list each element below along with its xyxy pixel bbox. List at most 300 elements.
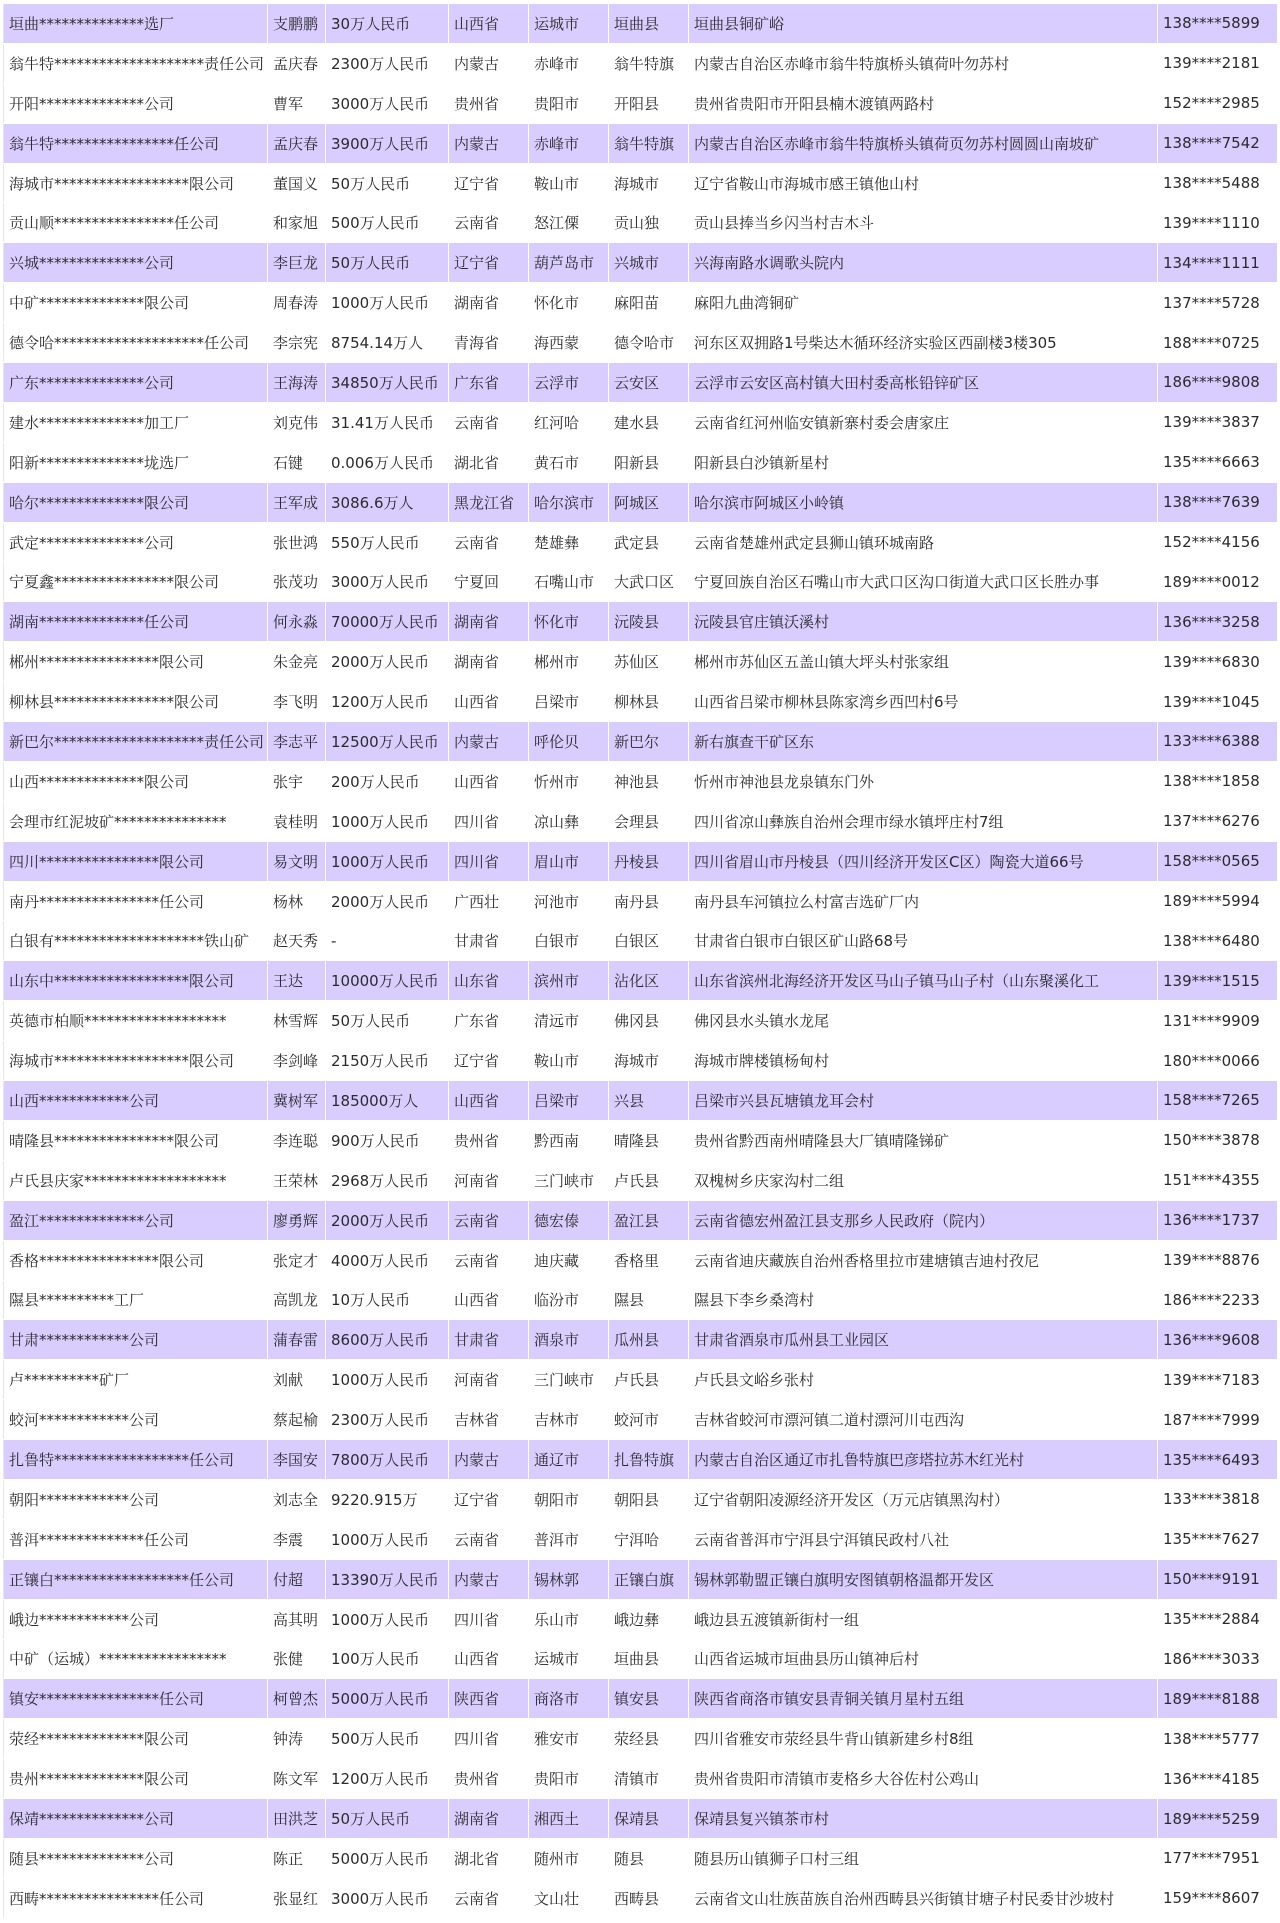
company-name-cell: 兴城**************公司 (4, 243, 268, 283)
county-cell: 麻阳苗 (609, 283, 689, 323)
address-cell: 内蒙古自治区赤峰市翁牛特旗桥头镇荷页勿苏村圆圆山南坡矿 (689, 123, 1158, 163)
registered-capital-cell: 1200万人民币 (326, 1759, 449, 1799)
table-row (4, 1799, 1278, 1839)
province-cell: 湖北省 (449, 442, 529, 482)
phone-cell: 139****7183 (1158, 1360, 1278, 1400)
address-cell: 四川省眉山市丹棱县（四川经济开发区C区）陶瓷大道66号 (689, 841, 1158, 881)
province-cell: 内蒙古 (449, 722, 529, 762)
legal-rep-cell: 柯曾杰 (268, 1679, 326, 1719)
province-cell: 湖南省 (449, 602, 529, 642)
phone-cell: 186****2233 (1158, 1280, 1278, 1320)
county-cell: 垣曲县 (609, 4, 689, 44)
address-cell: 海城市牌楼镇杨甸村 (689, 1041, 1158, 1081)
city-cell: 郴州市 (529, 642, 609, 682)
address-cell: 南丹县车河镇拉么村富吉选矿厂内 (689, 881, 1158, 921)
county-cell: 沾化区 (609, 961, 689, 1001)
table-row (4, 243, 1278, 283)
city-cell: 黄石市 (529, 442, 609, 482)
legal-rep-cell: 李震 (268, 1519, 326, 1559)
table-row (4, 283, 1278, 323)
phone-cell: 189****0012 (1158, 562, 1278, 602)
registered-capital-cell: 185000万人 (326, 1081, 449, 1121)
legal-rep-cell: 李宗宪 (268, 323, 326, 363)
phone-cell: 136****9608 (1158, 1320, 1278, 1360)
phone-cell: 133****6388 (1158, 722, 1278, 762)
province-cell: 云南省 (449, 402, 529, 442)
county-cell: 武定县 (609, 522, 689, 562)
address-cell: 云南省德宏州盈江县支那乡人民政府（院内） (689, 1200, 1158, 1240)
county-cell: 随县 (609, 1838, 689, 1878)
county-cell: 隰县 (609, 1280, 689, 1320)
city-cell: 海西蒙 (529, 323, 609, 363)
legal-rep-cell: 李巨龙 (268, 243, 326, 283)
phone-cell: 189****5994 (1158, 881, 1278, 921)
province-cell: 湖南省 (449, 283, 529, 323)
phone-cell: 152****2985 (1158, 83, 1278, 123)
city-cell: 忻州市 (529, 761, 609, 801)
table-row (4, 1360, 1278, 1400)
registered-capital-cell: 13390万人民币 (326, 1559, 449, 1599)
county-cell: 垣曲县 (609, 1639, 689, 1679)
address-cell: 郴州市苏仙区五盖山镇大坪头村张家组 (689, 642, 1158, 682)
legal-rep-cell: 孟庆春 (268, 43, 326, 83)
registered-capital-cell: 2000万人民币 (326, 881, 449, 921)
county-cell: 开阳县 (609, 83, 689, 123)
province-cell: 四川省 (449, 1719, 529, 1759)
address-cell: 四川省凉山彝族自治州会理市绿水镇坪庄村7组 (689, 801, 1158, 841)
province-cell: 辽宁省 (449, 163, 529, 203)
company-name-cell: 湖南**************任公司 (4, 602, 268, 642)
legal-rep-cell: 陈文军 (268, 1759, 326, 1799)
address-cell: 峨边县五渡镇新街村一组 (689, 1599, 1158, 1639)
province-cell: 黑龙江省 (449, 482, 529, 522)
registered-capital-cell: 3086.6万人 (326, 482, 449, 522)
table-row (4, 1719, 1278, 1759)
address-cell: 云浮市云安区高村镇大田村委高枨铅锌矿区 (689, 363, 1158, 403)
county-cell: 白银区 (609, 921, 689, 961)
phone-cell: 189****5259 (1158, 1799, 1278, 1839)
county-cell: 神池县 (609, 761, 689, 801)
county-cell: 朝阳县 (609, 1479, 689, 1519)
phone-cell: 151****4355 (1158, 1160, 1278, 1200)
table-row (4, 1041, 1278, 1081)
company-name-cell: 山东中******************限公司 (4, 961, 268, 1001)
company-name-cell: 隰县**********工厂 (4, 1280, 268, 1320)
county-cell: 保靖县 (609, 1799, 689, 1839)
table-row (4, 881, 1278, 921)
city-cell: 随州市 (529, 1838, 609, 1878)
county-cell: 兴县 (609, 1081, 689, 1121)
registered-capital-cell: 1000万人民币 (326, 283, 449, 323)
address-cell: 贡山县捧当乡闪当村吉木斗 (689, 203, 1158, 243)
city-cell: 贵阳市 (529, 1759, 609, 1799)
company-table (3, 3, 1278, 1919)
table-row (4, 323, 1278, 363)
registered-capital-cell: 5000万人民币 (326, 1679, 449, 1719)
table-row (4, 961, 1278, 1001)
province-cell: 内蒙古 (449, 1559, 529, 1599)
phone-cell: 189****8188 (1158, 1679, 1278, 1719)
county-cell: 卢氏县 (609, 1160, 689, 1200)
phone-cell: 152****4156 (1158, 522, 1278, 562)
table-row (4, 1599, 1278, 1639)
address-cell: 新右旗查干矿区东 (689, 722, 1158, 762)
city-cell: 鞍山市 (529, 163, 609, 203)
phone-cell: 138****5488 (1158, 163, 1278, 203)
city-cell: 怀化市 (529, 283, 609, 323)
table-row (4, 1440, 1278, 1480)
city-cell: 凉山彝 (529, 801, 609, 841)
company-name-cell: 建水**************加工厂 (4, 402, 268, 442)
county-cell: 瓜州县 (609, 1320, 689, 1360)
province-cell: 四川省 (449, 801, 529, 841)
city-cell: 商洛市 (529, 1679, 609, 1719)
table-row (4, 1320, 1278, 1360)
city-cell: 临汾市 (529, 1280, 609, 1320)
city-cell: 迪庆藏 (529, 1240, 609, 1280)
phone-cell: 135****2884 (1158, 1599, 1278, 1639)
city-cell: 怀化市 (529, 602, 609, 642)
table-row (4, 363, 1278, 403)
address-cell: 忻州市神池县龙泉镇东门外 (689, 761, 1158, 801)
city-cell: 赤峰市 (529, 43, 609, 83)
city-cell: 贵阳市 (529, 83, 609, 123)
registered-capital-cell: 1000万人民币 (326, 841, 449, 881)
province-cell: 湖南省 (449, 1799, 529, 1839)
registered-capital-cell: 100万人民币 (326, 1639, 449, 1679)
city-cell: 锡林郭 (529, 1559, 609, 1599)
registered-capital-cell: 31.41万人民币 (326, 402, 449, 442)
legal-rep-cell: 支鹏鹏 (268, 4, 326, 44)
phone-cell: 188****0725 (1158, 323, 1278, 363)
phone-cell: 138****5777 (1158, 1719, 1278, 1759)
city-cell: 云浮市 (529, 363, 609, 403)
company-name-cell: 正镶白******************任公司 (4, 1559, 268, 1599)
address-cell: 阳新县白沙镇新星村 (689, 442, 1158, 482)
address-cell: 吉林省蛟河市漂河镇二道村漂河川屯西沟 (689, 1400, 1158, 1440)
county-cell: 荥经县 (609, 1719, 689, 1759)
company-name-cell: 普洱**************任公司 (4, 1519, 268, 1559)
county-cell: 海城市 (609, 1041, 689, 1081)
city-cell: 葫芦岛市 (529, 243, 609, 283)
city-cell: 运城市 (529, 1639, 609, 1679)
address-cell: 内蒙古自治区赤峰市翁牛特旗桥头镇荷叶勿苏村 (689, 43, 1158, 83)
province-cell: 云南省 (449, 1519, 529, 1559)
county-cell: 宁洱哈 (609, 1519, 689, 1559)
company-name-cell: 郴州****************限公司 (4, 642, 268, 682)
address-cell: 云南省红河州临安镇新寨村委会唐家庄 (689, 402, 1158, 442)
province-cell: 内蒙古 (449, 123, 529, 163)
address-cell: 山东省滨州北海经济开发区马山子镇马山子村（山东聚溪化工 (689, 961, 1158, 1001)
province-cell: 广东省 (449, 363, 529, 403)
legal-rep-cell: 刘献 (268, 1360, 326, 1400)
province-cell: 云南省 (449, 1200, 529, 1240)
table-row (4, 83, 1278, 123)
table-row (4, 1400, 1278, 1440)
address-cell: 四川省雅安市荥经县牛背山镇新建乡村8组 (689, 1719, 1158, 1759)
registered-capital-cell: 70000万人民币 (326, 602, 449, 642)
registered-capital-cell: 34850万人民币 (326, 363, 449, 403)
legal-rep-cell: 董国义 (268, 163, 326, 203)
province-cell: 山东省 (449, 961, 529, 1001)
registered-capital-cell: 5000万人民币 (326, 1838, 449, 1878)
legal-rep-cell: 陈正 (268, 1838, 326, 1878)
registered-capital-cell: 2000万人民币 (326, 1200, 449, 1240)
province-cell: 贵州省 (449, 1120, 529, 1160)
registered-capital-cell: 30万人民币 (326, 4, 449, 44)
registered-capital-cell: 1000万人民币 (326, 1519, 449, 1559)
address-cell: 贵州省贵阳市清镇市麦格乡大谷佐村公鸡山 (689, 1759, 1158, 1799)
phone-cell: 186****3033 (1158, 1639, 1278, 1679)
address-cell: 云南省楚雄州武定县狮山镇环城南路 (689, 522, 1158, 562)
county-cell: 阳新县 (609, 442, 689, 482)
phone-cell: 139****6830 (1158, 642, 1278, 682)
phone-cell: 186****9808 (1158, 363, 1278, 403)
province-cell: 云南省 (449, 1240, 529, 1280)
county-cell: 蛟河市 (609, 1400, 689, 1440)
phone-cell: 136****1737 (1158, 1200, 1278, 1240)
city-cell: 吕梁市 (529, 682, 609, 722)
company-name-cell: 贡山顺****************任公司 (4, 203, 268, 243)
city-cell: 呼伦贝 (529, 722, 609, 762)
table-row (4, 1200, 1278, 1240)
phone-cell: 139****1045 (1158, 682, 1278, 722)
city-cell: 普洱市 (529, 1519, 609, 1559)
province-cell: 湖南省 (449, 642, 529, 682)
province-cell: 宁夏回 (449, 562, 529, 602)
city-cell: 吉林市 (529, 1400, 609, 1440)
legal-rep-cell: 李飞明 (268, 682, 326, 722)
phone-cell: 137****5728 (1158, 283, 1278, 323)
address-cell: 佛冈县水头镇水龙尾 (689, 1001, 1158, 1041)
table-row (4, 1639, 1278, 1679)
registered-capital-cell: 50万人民币 (326, 1799, 449, 1839)
phone-cell: 139****2181 (1158, 43, 1278, 83)
phone-cell: 177****7951 (1158, 1838, 1278, 1878)
table-row (4, 522, 1278, 562)
table-row (4, 43, 1278, 83)
province-cell: 云南省 (449, 522, 529, 562)
province-cell: 云南省 (449, 1878, 529, 1918)
address-cell: 云南省文山壮族苗族自治州西畴县兴街镇甘塘子村民委甘沙坡村 (689, 1878, 1158, 1918)
address-cell: 宁夏回族自治区石嘴山市大武口区沟口街道大武口区长胜办事 (689, 562, 1158, 602)
table-row (4, 1759, 1278, 1799)
address-cell: 内蒙古自治区通辽市扎鲁特旗巴彦塔拉苏木红光村 (689, 1440, 1158, 1480)
province-cell: 辽宁省 (449, 1041, 529, 1081)
phone-cell: 136****3258 (1158, 602, 1278, 642)
legal-rep-cell: 张定才 (268, 1240, 326, 1280)
city-cell: 乐山市 (529, 1599, 609, 1639)
phone-cell: 150****9191 (1158, 1559, 1278, 1599)
table-row (4, 1081, 1278, 1121)
city-cell: 红河哈 (529, 402, 609, 442)
county-cell: 大武口区 (609, 562, 689, 602)
company-name-cell: 白银有********************铁山矿 (4, 921, 268, 961)
legal-rep-cell: 和家旭 (268, 203, 326, 243)
company-name-cell: 盈江**************公司 (4, 1200, 268, 1240)
table-row (4, 682, 1278, 722)
phone-cell: 139****3837 (1158, 402, 1278, 442)
city-cell: 怒江傈 (529, 203, 609, 243)
company-name-cell: 中矿**************限公司 (4, 283, 268, 323)
address-cell: 辽宁省朝阳凌源经济开发区（万元店镇黑沟村） (689, 1479, 1158, 1519)
legal-rep-cell: 易文明 (268, 841, 326, 881)
city-cell: 眉山市 (529, 841, 609, 881)
phone-cell: 150****3878 (1158, 1120, 1278, 1160)
company-name-cell: 甘肃************公司 (4, 1320, 268, 1360)
province-cell: 贵州省 (449, 83, 529, 123)
company-name-cell: 香格****************限公司 (4, 1240, 268, 1280)
address-cell: 甘肃省酒泉市瓜州县工业园区 (689, 1320, 1158, 1360)
legal-rep-cell: 廖勇辉 (268, 1200, 326, 1240)
province-cell: 贵州省 (449, 1759, 529, 1799)
table-row (4, 1120, 1278, 1160)
province-cell: 青海省 (449, 323, 529, 363)
city-cell: 吕梁市 (529, 1081, 609, 1121)
company-name-cell: 保靖**************公司 (4, 1799, 268, 1839)
province-cell: 山西省 (449, 682, 529, 722)
address-cell: 贵州省贵阳市开阳县楠木渡镇两路村 (689, 83, 1158, 123)
legal-rep-cell: 林雪辉 (268, 1001, 326, 1041)
phone-cell: 139****1110 (1158, 203, 1278, 243)
address-cell: 随县历山镇狮子口村三组 (689, 1838, 1158, 1878)
registered-capital-cell: 50万人民币 (326, 163, 449, 203)
registered-capital-cell: 1000万人民币 (326, 1360, 449, 1400)
city-cell: 河池市 (529, 881, 609, 921)
company-name-cell: 中矿（运城）***************** (4, 1639, 268, 1679)
legal-rep-cell: 朱金亮 (268, 642, 326, 682)
address-cell: 锡林郭勒盟正镶白旗明安图镇朝格温都开发区 (689, 1559, 1158, 1599)
city-cell: 三门峡市 (529, 1160, 609, 1200)
county-cell: 镇安县 (609, 1679, 689, 1719)
county-cell: 佛冈县 (609, 1001, 689, 1041)
city-cell: 赤峰市 (529, 123, 609, 163)
table-row (4, 123, 1278, 163)
county-cell: 柳林县 (609, 682, 689, 722)
province-cell: 山西省 (449, 1081, 529, 1121)
province-cell: 辽宁省 (449, 1479, 529, 1519)
phone-cell: 138****7542 (1158, 123, 1278, 163)
city-cell: 清远市 (529, 1001, 609, 1041)
address-cell: 吕梁市兴县瓦塘镇龙耳会村 (689, 1081, 1158, 1121)
table-row (4, 921, 1278, 961)
address-cell: 河东区双拥路1号柴达木循环经济实验区西副楼3楼305 (689, 323, 1158, 363)
address-cell: 隰县下李乡桑湾村 (689, 1280, 1158, 1320)
table-row (4, 203, 1278, 243)
county-cell: 建水县 (609, 402, 689, 442)
county-cell: 丹棱县 (609, 841, 689, 881)
company-name-cell: 开阳**************公司 (4, 83, 268, 123)
company-name-cell: 哈尔**************限公司 (4, 482, 268, 522)
phone-cell: 133****3818 (1158, 1479, 1278, 1519)
legal-rep-cell: 赵天秀 (268, 921, 326, 961)
registered-capital-cell: 3000万人民币 (326, 1878, 449, 1918)
province-cell: 广西壮 (449, 881, 529, 921)
company-name-cell: 柳林县****************限公司 (4, 682, 268, 722)
province-cell: 河南省 (449, 1160, 529, 1200)
registered-capital-cell: 3000万人民币 (326, 562, 449, 602)
county-cell: 德令哈市 (609, 323, 689, 363)
county-cell: 海城市 (609, 163, 689, 203)
registered-capital-cell: 0.006万人民币 (326, 442, 449, 482)
province-cell: 山西省 (449, 761, 529, 801)
phone-cell: 134****1111 (1158, 243, 1278, 283)
company-name-cell: 海城市******************限公司 (4, 163, 268, 203)
address-cell: 垣曲县铜矿峪 (689, 4, 1158, 44)
phone-cell: 158****7265 (1158, 1081, 1278, 1121)
phone-cell: 138****7639 (1158, 482, 1278, 522)
phone-cell: 138****6480 (1158, 921, 1278, 961)
registered-capital-cell: 500万人民币 (326, 203, 449, 243)
phone-cell: 187****7999 (1158, 1400, 1278, 1440)
county-cell: 兴城市 (609, 243, 689, 283)
county-cell: 阿城区 (609, 482, 689, 522)
company-name-cell: 垣曲**************选厂 (4, 4, 268, 44)
legal-rep-cell: 高其明 (268, 1599, 326, 1639)
legal-rep-cell: 王军成 (268, 482, 326, 522)
legal-rep-cell: 田洪芝 (268, 1799, 326, 1839)
registered-capital-cell: 8754.14万人 (326, 323, 449, 363)
county-cell: 扎鲁特旗 (609, 1440, 689, 1480)
phone-cell: 180****0066 (1158, 1041, 1278, 1081)
registered-capital-cell: - (326, 921, 449, 961)
legal-rep-cell: 刘克伟 (268, 402, 326, 442)
legal-rep-cell: 张健 (268, 1639, 326, 1679)
city-cell: 哈尔滨市 (529, 482, 609, 522)
table-row (4, 841, 1278, 881)
address-cell: 甘肃省白银市白银区矿山路68号 (689, 921, 1158, 961)
county-cell: 正镶白旗 (609, 1559, 689, 1599)
county-cell: 峨边彝 (609, 1599, 689, 1639)
phone-cell: 137****6276 (1158, 801, 1278, 841)
county-cell: 清镇市 (609, 1759, 689, 1799)
legal-rep-cell: 李剑峰 (268, 1041, 326, 1081)
county-cell: 翁牛特旗 (609, 123, 689, 163)
registered-capital-cell: 1000万人民币 (326, 1599, 449, 1639)
county-cell: 苏仙区 (609, 642, 689, 682)
county-cell: 翁牛特旗 (609, 43, 689, 83)
county-cell: 南丹县 (609, 881, 689, 921)
company-name-cell: 荥经**************限公司 (4, 1719, 268, 1759)
address-cell: 辽宁省鞍山市海城市感王镇他山村 (689, 163, 1158, 203)
city-cell: 酒泉市 (529, 1320, 609, 1360)
phone-cell: 158****0565 (1158, 841, 1278, 881)
legal-rep-cell: 石键 (268, 442, 326, 482)
county-cell: 贡山独 (609, 203, 689, 243)
phone-cell: 138****1858 (1158, 761, 1278, 801)
legal-rep-cell: 高凯龙 (268, 1280, 326, 1320)
company-name-cell: 英德市柏顺******************* (4, 1001, 268, 1041)
table-row (4, 1519, 1278, 1559)
legal-rep-cell: 曹军 (268, 83, 326, 123)
company-name-cell: 会理市红泥坡矿*************** (4, 801, 268, 841)
table-row (4, 1240, 1278, 1280)
county-cell: 会理县 (609, 801, 689, 841)
registered-capital-cell: 1200万人民币 (326, 682, 449, 722)
province-cell: 甘肃省 (449, 921, 529, 961)
registered-capital-cell: 2150万人民币 (326, 1041, 449, 1081)
phone-cell: 135****6663 (1158, 442, 1278, 482)
city-cell: 白银市 (529, 921, 609, 961)
table-row (4, 163, 1278, 203)
registered-capital-cell: 2300万人民币 (326, 43, 449, 83)
table-row (4, 1878, 1278, 1918)
city-cell: 石嘴山市 (529, 562, 609, 602)
county-cell: 西畴县 (609, 1878, 689, 1918)
county-cell: 香格里 (609, 1240, 689, 1280)
province-cell: 河南省 (449, 1360, 529, 1400)
registered-capital-cell: 3000万人民币 (326, 83, 449, 123)
